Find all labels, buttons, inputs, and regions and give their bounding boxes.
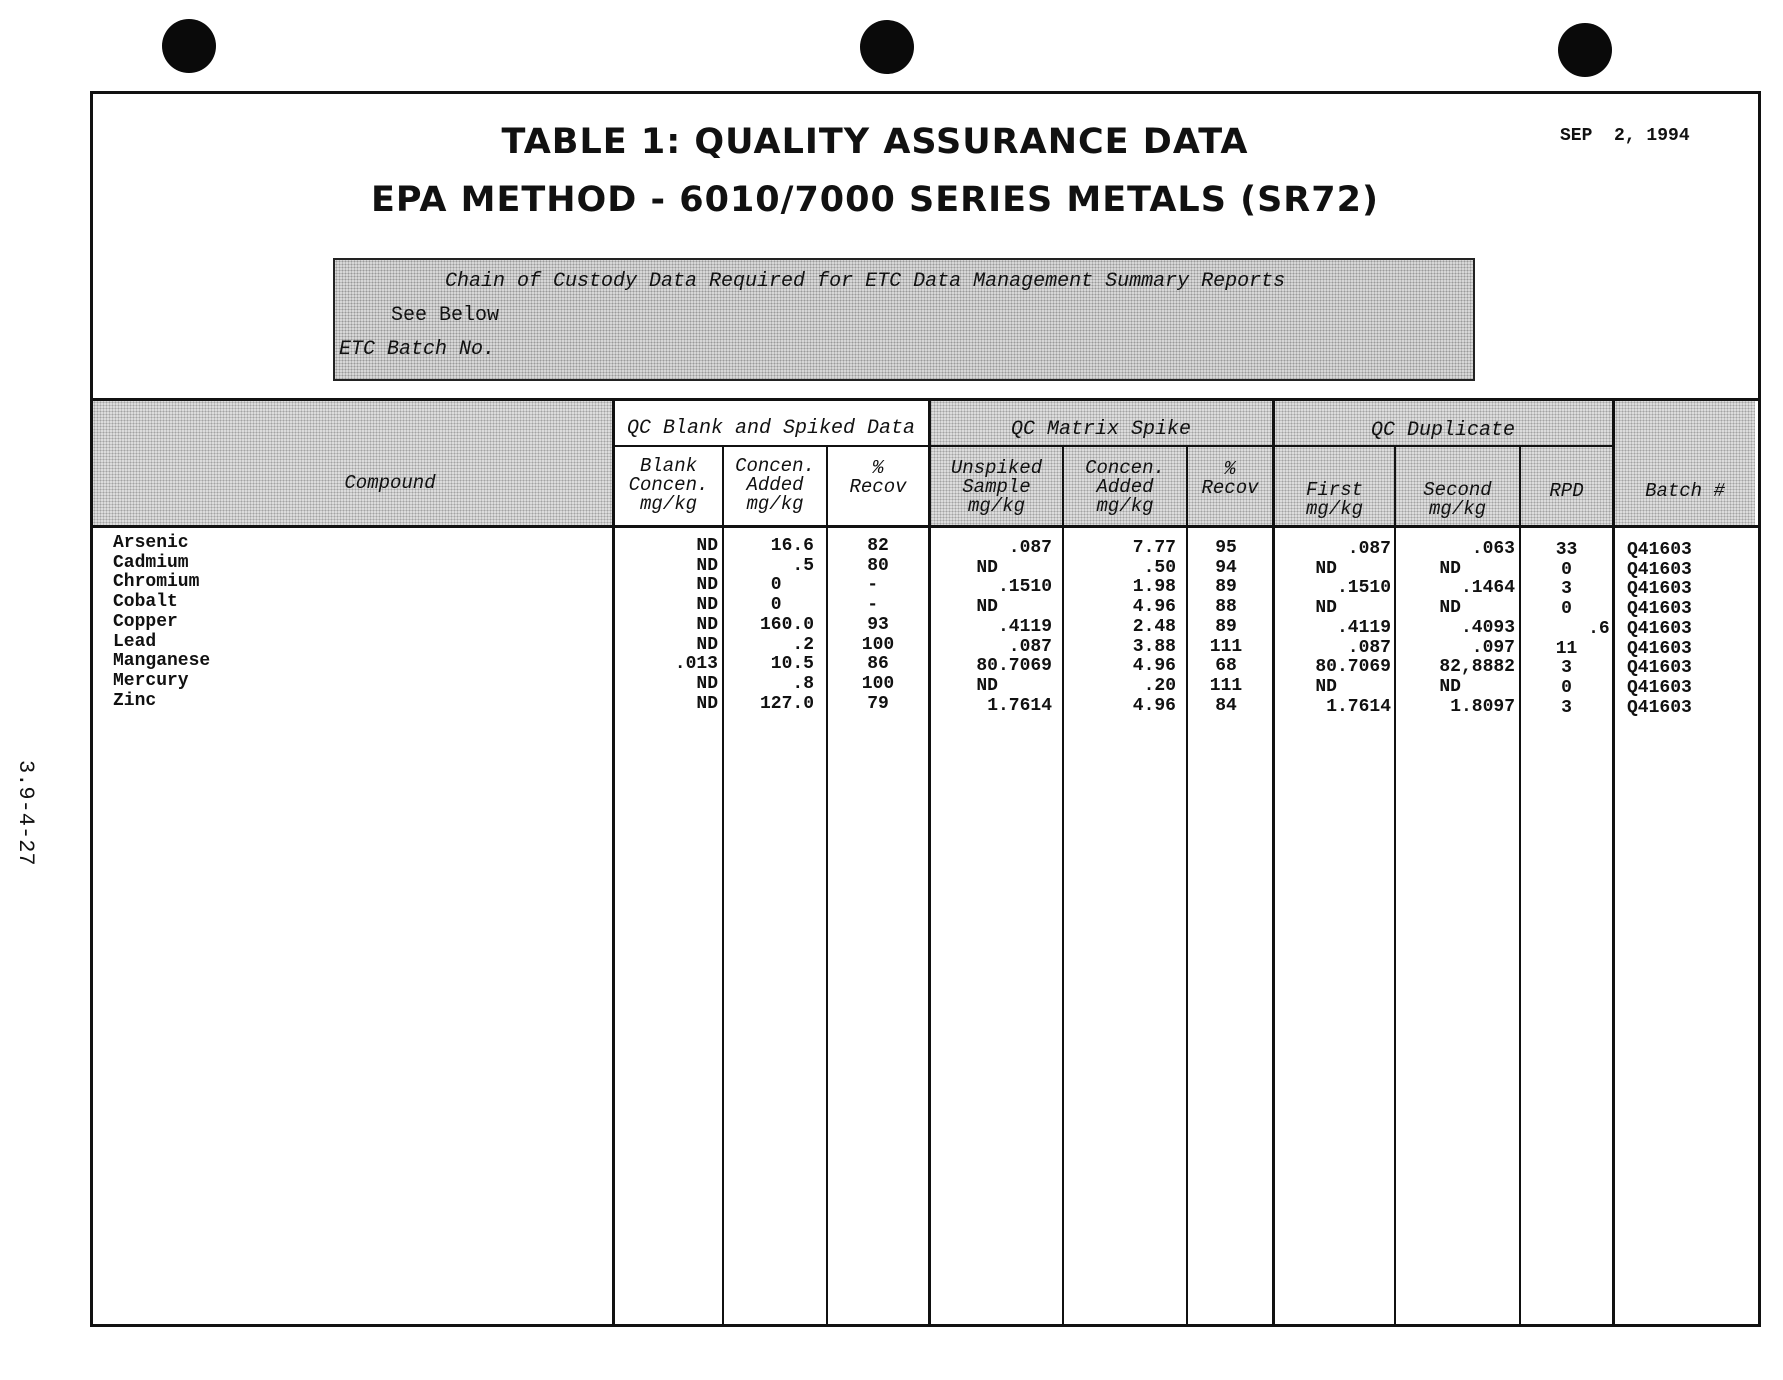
table-cell: ND <box>696 536 718 556</box>
recov-2-column <box>1188 539 1264 716</box>
table-cell: .1464 <box>1460 578 1515 599</box>
table-cell: ND <box>696 575 718 596</box>
table-cell: 86 <box>867 654 889 675</box>
coc-batch-label: ETC Batch No. <box>339 338 496 361</box>
table-cell: Cobalt <box>113 592 178 613</box>
table-cell: 3 <box>1561 579 1572 600</box>
punch-hole-right <box>1558 23 1612 77</box>
col-rule-10 <box>1612 399 1615 1324</box>
concen-added-2-column <box>1064 539 1176 716</box>
table-cell: .2 <box>792 634 814 655</box>
table-cell: Q41603 <box>1627 677 1692 698</box>
table-cell: 0 <box>1561 677 1572 698</box>
table-cell: .087 <box>1008 538 1052 558</box>
table-cell: 89 <box>1215 616 1237 637</box>
table-cell: Q41603 <box>1627 658 1692 679</box>
compound-column <box>113 534 413 711</box>
table-cell: .087 <box>1008 636 1052 657</box>
table-cell: ND <box>696 693 718 714</box>
table-cell: Arsenic <box>113 533 189 553</box>
table-cell: 4.96 <box>1132 597 1176 618</box>
table-cell: Q41603 <box>1627 638 1692 659</box>
table-cell: 80.7069 <box>1315 657 1391 678</box>
table-cell: ND <box>1439 676 1515 697</box>
table-cell: ND <box>696 673 718 694</box>
table-cell: 3 <box>1561 697 1572 718</box>
rpd-column <box>1521 541 1612 718</box>
page-side-label: 3.9-4-27 <box>13 760 38 866</box>
table-cell: 100 <box>861 673 895 694</box>
blank-concen-column <box>615 537 718 714</box>
table-cell: 0 <box>770 575 814 596</box>
table-cell: 111 <box>1209 636 1243 657</box>
table-cell: ND <box>1315 558 1391 579</box>
table-cell: ND <box>1439 598 1515 619</box>
table-cell: ND <box>696 555 718 576</box>
group-header-duplicate: QC Duplicate <box>1370 419 1516 442</box>
table-cell: .6 <box>1523 618 1610 639</box>
table-cell: .5 <box>792 555 814 576</box>
table-cell: Copper <box>113 611 178 632</box>
table-cell: .8 <box>792 673 814 694</box>
concen-added-1-column <box>724 537 814 714</box>
punch-hole-left <box>162 19 216 73</box>
table-cell: .4119 <box>997 616 1052 637</box>
table-cell: 3.88 <box>1132 636 1176 657</box>
table-cell: 80.7069 <box>976 656 1052 677</box>
table-cell: Cadmium <box>113 552 189 573</box>
table-cell: 127.0 <box>759 693 814 714</box>
table-cell: ND <box>976 597 1052 618</box>
compound-header-shade <box>93 401 613 525</box>
table-cell: Manganese <box>113 651 211 672</box>
header-recov-1: % Recov <box>849 457 907 498</box>
table-cell: 84 <box>1215 695 1237 716</box>
table-cell: .20 <box>1143 675 1176 696</box>
second-column <box>1396 540 1515 717</box>
table-cell: 11 <box>1555 638 1578 659</box>
table-cell: 79 <box>867 693 889 714</box>
col-rule-4 <box>928 399 931 1324</box>
first-column <box>1275 540 1391 717</box>
header-unspiked-sample: Unspiked Sample mg/kg <box>950 457 1043 517</box>
table-cell: 2.48 <box>1132 616 1176 637</box>
table-cell: .1510 <box>1336 578 1391 599</box>
coc-see-below: See Below <box>391 304 500 327</box>
table-top-rule <box>90 398 1758 401</box>
table-cell: 0 <box>1561 599 1572 620</box>
table-cell: .50 <box>1143 557 1176 578</box>
report-date: SEP 2, 1994 <box>1560 126 1690 146</box>
table-cell: Q41603 <box>1627 618 1692 639</box>
table-cell: 4.96 <box>1132 656 1176 677</box>
header-compound: Compound <box>344 472 436 494</box>
group-header-blank-spiked: QC Blank and Spiked Data <box>626 417 916 440</box>
table-cell: .013 <box>674 654 718 675</box>
table-cell: .1510 <box>997 577 1052 598</box>
table-cell: 33 <box>1555 540 1578 560</box>
header-batch: Batch # <box>1645 480 1725 502</box>
table-cell: Q41603 <box>1627 540 1692 560</box>
group-header-rule <box>613 445 1615 447</box>
coc-heading: Chain of Custody Data Required for ETC Data Management Summary Reports <box>445 270 1286 293</box>
table-cell: .4119 <box>1336 617 1391 638</box>
chain-of-custody-box <box>333 258 1475 381</box>
table-title: TABLE 1: QUALITY ASSURANCE DATA <box>501 122 1249 162</box>
method-title: EPA METHOD - 6010/7000 SERIES METALS (SR72) <box>371 180 1379 220</box>
table-cell: - <box>867 575 889 596</box>
table-cell: 100 <box>861 634 895 655</box>
table-cell: 3 <box>1561 658 1572 679</box>
table-cell: ND <box>696 595 718 616</box>
table-cell: 10.5 <box>770 654 814 675</box>
table-cell: ND <box>1315 598 1391 619</box>
table-cell: ND <box>696 634 718 655</box>
table-cell: 1.98 <box>1132 577 1176 598</box>
table-cell: Q41603 <box>1627 559 1692 580</box>
table-cell: .087 <box>1347 637 1391 658</box>
table-cell: ND <box>696 614 718 635</box>
table-cell: Chromium <box>113 572 200 593</box>
table-cell: 4.96 <box>1132 695 1176 716</box>
table-cell: 95 <box>1215 538 1237 558</box>
table-cell: - <box>867 595 889 616</box>
table-cell: 68 <box>1215 656 1237 677</box>
table-cell: 16.6 <box>770 536 814 556</box>
table-cell: Q41603 <box>1627 697 1692 718</box>
table-cell: 82,8882 <box>1439 657 1515 678</box>
batch-column <box>1627 541 1747 718</box>
recov-1-column <box>828 537 928 714</box>
table-cell: .087 <box>1347 539 1391 559</box>
table-cell: ND <box>976 557 1052 578</box>
table-cell: 0 <box>770 595 814 616</box>
header-concen-added-2: Concen. Added mg/kg <box>1085 457 1165 517</box>
table-cell: 89 <box>1215 577 1237 598</box>
punch-hole-center <box>860 20 914 74</box>
table-cell: Zinc <box>113 690 157 711</box>
col-rule-7 <box>1272 399 1275 1324</box>
header-rpd: RPD <box>1549 480 1584 502</box>
table-cell: 111 <box>1209 675 1243 696</box>
table-cell: 94 <box>1215 557 1237 578</box>
header-bottom-rule <box>90 525 1758 528</box>
group-header-matrix-spike: QC Matrix Spike <box>1010 418 1192 441</box>
batch-header-shade <box>1615 401 1755 525</box>
table-cell: 1.8097 <box>1450 696 1515 717</box>
table-cell: Mercury <box>113 670 189 691</box>
table-cell: .097 <box>1471 637 1515 658</box>
header-recov-2: % Recov <box>1201 458 1259 499</box>
table-cell: 0 <box>1561 559 1572 580</box>
header-second: Second mg/kg <box>1423 479 1492 520</box>
table-cell: 1.7614 <box>1326 696 1391 717</box>
table-cell: 88 <box>1215 597 1237 618</box>
table-cell: ND <box>1439 558 1515 579</box>
unspiked-sample-column <box>931 539 1052 716</box>
table-cell: Q41603 <box>1627 599 1692 620</box>
table-cell: 80 <box>867 555 889 576</box>
table-cell: Lead <box>113 631 157 652</box>
table-cell: 7.77 <box>1132 538 1176 558</box>
table-cell: ND <box>976 675 1052 696</box>
table-cell: ND <box>1315 676 1391 697</box>
table-cell: .063 <box>1471 539 1515 559</box>
header-first: First mg/kg <box>1305 479 1363 520</box>
table-cell: 1.7614 <box>987 695 1052 716</box>
table-cell: Q41603 <box>1627 579 1692 600</box>
header-concen-added-1: Concen. Added mg/kg <box>735 455 815 515</box>
table-cell: 160.0 <box>759 614 814 635</box>
table-cell: 93 <box>867 614 889 635</box>
table-cell: 82 <box>867 536 889 556</box>
table-cell: .4093 <box>1460 617 1515 638</box>
header-blank-concen: Blank Concen. mg/kg <box>628 455 709 515</box>
